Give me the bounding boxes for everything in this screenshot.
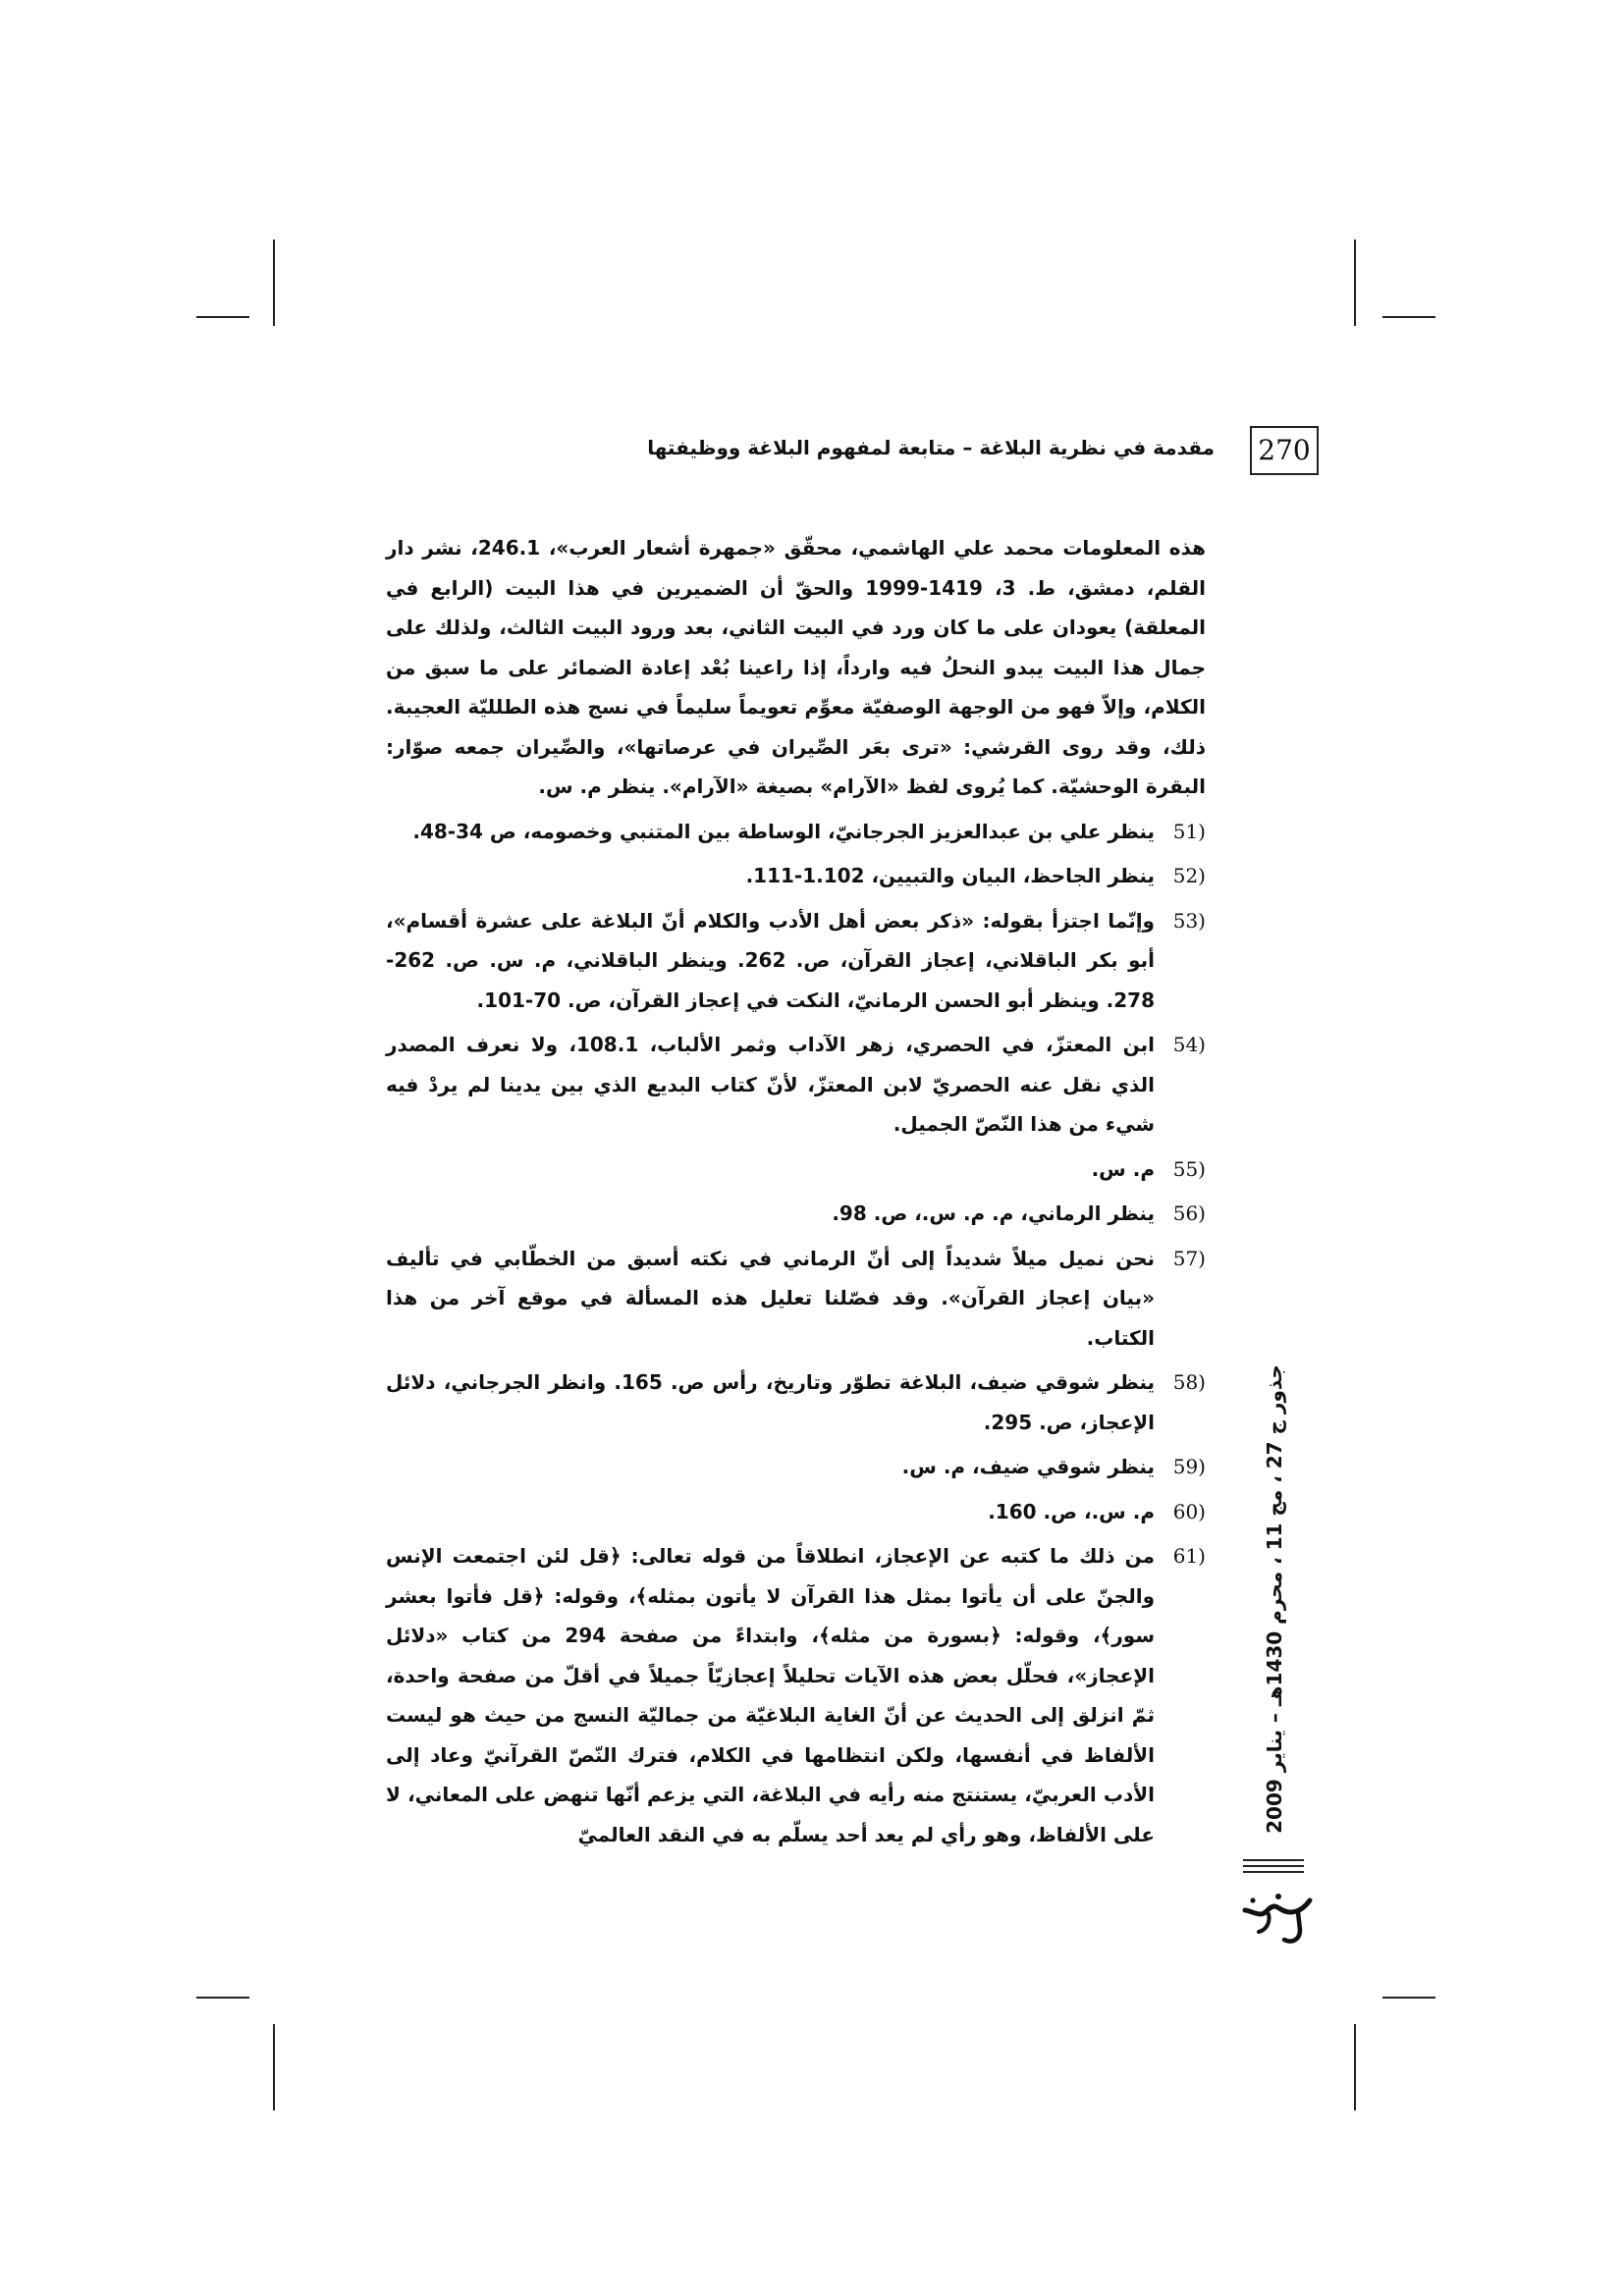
crop-mark-bottom-right-horizontal (1382, 1997, 1435, 1999)
footnote-number: 54) (1172, 1033, 1206, 1056)
footnote-number: 60) (1172, 1499, 1206, 1523)
footnote-number: 56) (1172, 1201, 1206, 1225)
footnote (386, 856, 1206, 896)
footnote (386, 1239, 1206, 1359)
sidebar-rule (1243, 1865, 1304, 1867)
footnote (386, 1025, 1206, 1145)
footnote-text: م. س. (1091, 1156, 1155, 1181)
footnote-text: نحن نميل ميلاً شديداً إلى أنّ الرماني في نكته أسبق من الخطّابي في تأليف «بيان إعجاز القرآن». وقد فصّلنا تعليل هذه المسألة في موقع آخر من هذا الكتاب. (386, 1246, 1155, 1350)
crop-mark-bottom-left-vertical (273, 2024, 275, 2110)
footnote (386, 901, 1206, 1021)
footnote (386, 1536, 1206, 1854)
footnote-text: وإنّما اجتزأ بقوله: «ذكر بعض أهل الأدب والكلام أنّ البلاغة على عشرة أقسام»، أبو بكر الباقلاني، إعجاز القرآن، ص. 262. وينظر الباقلاني، م. س. ص. 262-278. وينظر أبو الحسن الرمانيّ، النكت في إعجاز القرآن، ص. 70-101. (386, 908, 1155, 1012)
footnote-number: 55) (1172, 1156, 1206, 1181)
footnote-number: 51) (1172, 819, 1206, 843)
footnote-text: ينظر علي بن عبدالعزيز الجرجانيّ، الوساطة بين المتنبي وخصومه، ص 34-48. (412, 819, 1155, 843)
footnote-number: 52) (1172, 864, 1206, 887)
sidebar-rule (1243, 1859, 1304, 1861)
crop-mark-top-right-horizontal (1382, 316, 1435, 318)
footnote-number: 58) (1172, 1370, 1206, 1394)
footnote-text: من ذلك ما كتبه عن الإعجاز، انطلاقاً من قوله تعالى: ﴿قل لئن اجتمعت الإنس والجنّ على أن يأتوا بمثل هذا القرآن لا يأتون بمثله﴾، وقوله: ﴿قل فأتوا بعشر سور﴾، وقوله: ﴿بسورة من مثله﴾، وابتداءً من صفحة 294 من كتاب «دلائل الإعجاز»، فحلّل بعض هذه الآيات تحليلاً إعجازيّاً جميلاً في أقلّ من صفحة واحدة، ثمّ انزلق إلى الحديث عن أنّ الغاية البلاغيّة من جماليّة النسج من حيث هو ليست الألفاظ في أنفسها، ولكن انتظامها في الكلام، فترك النّصّ القرآنيّ وعاد إلى الأدب العربيّ، يستنتج منه رأيه في البلاغة، التي يزعم أنّها تنهض على المعاني، لا على الألفاظ، وهو رأي لم يعد أحد يسلّم به في النقد العالميّ (386, 1544, 1155, 1846)
page-header (407, 426, 1319, 485)
crop-mark-bottom-left-horizontal (196, 1997, 249, 1999)
footnote-number: 59) (1172, 1455, 1206, 1478)
footnote (386, 1149, 1206, 1190)
footnote-text: ينظر شوقي ضيف، البلاغة تطوّر وتاريخ، رأس ص. 165. وانظر الجرجاني، دلائل الإعجاز، ص. 295. (386, 1370, 1156, 1434)
footnote (386, 1362, 1206, 1442)
footnotes-body (386, 528, 1206, 1854)
footnote (386, 812, 1206, 852)
page-number: 270 (1250, 426, 1319, 475)
footnote-text: م. س.، ص. 160. (988, 1499, 1155, 1523)
journal-info: جذور ج 27 ، مج 11 ، محرم 1430هـ – يناير 2009 (1263, 1364, 1286, 1834)
footnote-number: 61) (1172, 1544, 1206, 1568)
footnote-text: ينظر الجاحظ، البيان والتبيين، 1.102-111. (745, 864, 1155, 887)
crop-mark-top-right-vertical (1354, 240, 1356, 326)
footnote-text: ينظر شوقي ضيف، م. س. (901, 1455, 1155, 1478)
running-title: مقدمة في نظرية البلاغة – متابعة لمفهوم البلاغة ووظيفتها (647, 436, 1215, 459)
sidebar-rule (1243, 1871, 1304, 1873)
footnote (386, 1194, 1206, 1234)
journal-sidebar (1245, 1339, 1304, 1859)
footnote-number: 57) (1172, 1246, 1206, 1270)
footnote-number: 53) (1172, 908, 1206, 933)
intro-paragraph: هذه المعلومات محمد علي الهاشمي، محقّق «جمهرة أشعار العرب»، 246.1، نشر دار القلم، دمشق، ط. 3، 1419-1999 والحقّ أن الضميرين في هذا البيت (الرابع في المعلقة) يعودان على ما كان ورد في البيت الثاني، بعد ورود البيت الثالث، ولذلك على جمال هذا البيت يبدو النحلُ فيه وارداً، إذا راعينا بُعْد إعادة الضمائر على ما سبق من الكلام، وإلاّ فهو من الوجهة الوصفيّة معوِّم تعويماً سليماً في نسج هذه الطلليّة العجيبة. ذلك، وقد روى القرشي: «ترى بعَر الصِّيران في عرصاتها»، والصِّيران جمعه صوّار: البقرة الوحشيّة. كما يُروى لفظ «الآرام» بصيغة «الآرام». ينظر م. س. (386, 536, 1206, 798)
crop-mark-top-left-horizontal (196, 316, 249, 318)
footnote-text: ينظر الرماني، م. م. س.، ص. 98. (832, 1201, 1155, 1225)
crop-mark-bottom-right-vertical (1354, 2024, 1356, 2110)
footnote (386, 1492, 1206, 1532)
crop-mark-top-left-vertical (273, 240, 275, 326)
journal-logo-icon (1239, 1889, 1316, 1953)
footnote-text: ابن المعتزّ، في الحصري، زهر الآداب وثمر الألباب، 108.1، ولا نعرف المصدر الذي نقل عنه الحصريّ لابن المعتزّ، لأنّ كتاب البديع الذي بين يدينا لم يردْ فيه شيء من هذا النّصّ الجميل. (386, 1033, 1155, 1136)
footnote (386, 1447, 1206, 1487)
